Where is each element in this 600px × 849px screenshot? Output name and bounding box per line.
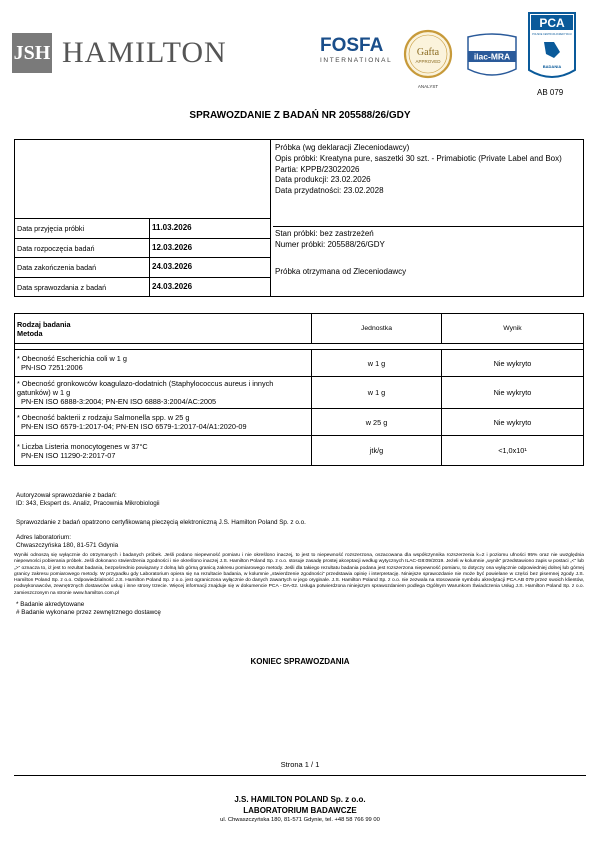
test-method: PN-EN ISO 6579-1:2017-04; PN-EN ISO 6579-1:2017-04/A1:2020-09 <box>21 422 247 431</box>
state-line: Próbka otrzymana od Zleceniodawcy <box>275 266 407 276</box>
gafta-sub: APPROVED <box>415 59 441 64</box>
state-line: Stan próbki: bez zastrzeżeń <box>275 229 374 238</box>
info-label: Data sprawozdania z badań <box>17 282 107 292</box>
info-row <box>15 218 271 238</box>
sample-line: Data przydatności: 23.02.2028 <box>275 186 384 196</box>
test-method: PN-EN ISO 6888-3:2004; PN-EN ISO 6888-3:2004/AC:2005 <box>21 397 217 406</box>
info-row <box>15 238 271 258</box>
state-line: Numer próbki: 205588/26/GDY <box>275 239 385 249</box>
test-unit: w 25 g <box>312 409 442 436</box>
test-cell <box>15 377 312 409</box>
results-header-row <box>15 314 584 344</box>
pca-name: PCA <box>539 16 565 30</box>
info-value: 24.03.2026 <box>152 262 193 271</box>
footer-company: J.S. HAMILTON POLAND Sp. z o.o. <box>234 795 366 804</box>
ilac-text: ilac-MRA <box>473 51 511 62</box>
test-name: * Liczba Listeria monocytogenes w 37°C <box>17 441 148 451</box>
authorized-line: Autoryzował sprawozdanie z badań: <box>16 492 117 499</box>
report-title: SPRAWOZDANIE Z BADAŃ NR 205588/26/GDY <box>189 110 411 121</box>
table-row <box>15 409 584 436</box>
pca-code: AB 079 <box>537 88 564 97</box>
results-table <box>14 313 584 466</box>
fosfa-sub: INTERNATIONAL <box>320 57 393 64</box>
test-cell <box>15 436 312 466</box>
info-value: 24.03.2026 <box>152 281 193 291</box>
pca-sub: POLSKIE CENTRUM AKREDYTACJI <box>532 33 572 36</box>
info-value: 12.03.2026 <box>152 242 193 252</box>
gafta-name: Gafta <box>416 47 440 58</box>
end-of-report: KONIEC SPRAWOZDANIA <box>250 657 350 666</box>
test-cell <box>15 409 312 436</box>
sample-line: Partia: KPPB/23022026 <box>275 164 360 174</box>
lab-address <box>16 534 118 550</box>
sample-line: Próbka (wg deklaracji Zleceniodawcy) <box>275 143 410 152</box>
lab-address-line: Chwaszczyńska 180, 81-571 Gdynia <box>16 542 119 549</box>
table-row <box>15 350 584 377</box>
info-row <box>15 257 271 277</box>
sample-state <box>273 227 583 296</box>
ilac-mra-logo <box>462 33 522 79</box>
header-unit: Jednostka <box>312 314 442 344</box>
test-cell <box>15 350 312 377</box>
fosfa-name: FOSFA <box>320 35 384 56</box>
test-method: PN-EN ISO 11290-2:2017-07 <box>21 450 116 460</box>
test-name: * Obecność gronkowców koagulazo-dodatnich (Staphylococcus aureus i innych gatunków) w 1 g <box>17 379 274 397</box>
test-result: Nie wykryto <box>442 409 584 436</box>
header-kind <box>15 314 312 344</box>
header-method-label: Metoda <box>17 328 43 338</box>
test-name: * Obecność bakterii z rodzaju Salmonella spp. w 25 g <box>17 413 190 422</box>
footer-divider <box>14 775 586 776</box>
pca-accreditation-logo <box>528 12 576 84</box>
fine-print: Wyniki odnoszą się wyłącznie do otrzymanych i badanych próbek. Jeśli podano niepewność pomiaru i nie określono inaczej, to jest to niepewność rozszerzona, oszacowana dla współczynnika rozszerzenia k=2 i poziomu ufności 95% oraz nie uwzględnia niepewności pobierania próbek. Jeśli dokonano stwierdzenia zgodności i nie określono inaczej J.S. Hamilton Poland Sp. z o.o. stosuje zasadę prostej akceptacji według wytycznych ILAC-G8:09/2019. Jeżeli w kolumnie „wynik” przedstawiono zapis w postaci „<” lub „>” oznacza to, iż jest to rezultat badania, bezpośrednio powiązany z dolną lub górną granicą zakresu pomiarowego metody. Jeśli dla takiego rezultatu badania podana jest rozszerzona niepewność pomiaru, to dotyczy ona wyłącznie odpowiedniej dolnej lub górnej granicy zakresu pomiarowego metody. W przypadku gdy Laboratorium opiera się na rezultacie badania, w kolumnie „stwierdzenie zgodności” przedstawia opinię i interpretację. Niniejsze sprawozdanie nie może być powielane w części bez pisemnej zgody J.S. Hamilton Poland Sp. z o.o. Odpowiedzialność J.S. Hamilton Poland Sp. z o.o. jest ograniczona wyłącznie do danych zawartych w jego oryginale. J.S. Hamilton Poland Sp. z o.o. nie zezwala na stosowanie symbolu akredytacji PCA AB 079 przez swoich klientów, podwykonawców, zewnętrznych dostawców usług i inne strony trzecie. Więcej informacji znajduje się w dokumencie PCA - DA-02. Usługa potwierdzona niniejszym sprawozdaniem podlega Ogólnym Warunkom Świadczenia Usług J.S. Hamilton Poland Sp. z o.o. zamieszczonym na stronie www.hamilton.com.pl <box>14 553 584 596</box>
gafta-foot: ANALYST <box>417 84 439 89</box>
pca-badania: BADANIA <box>542 64 562 69</box>
test-unit: jtk/g <box>312 436 442 466</box>
info-row <box>15 277 271 297</box>
footer-address: ul. Chwaszczyńska 180, 81-571 Gdynie, tel. +48 58 766 99 00 <box>220 817 380 823</box>
test-method: PN-ISO 7251:2006 <box>21 363 83 372</box>
authorized-block <box>16 492 160 508</box>
sample-description <box>273 140 583 227</box>
sample-line: Opis próbki: Kreatyna pure, saszetki 30 szt. - Primabiotic (Private Label and Box) <box>275 153 562 163</box>
footer-lab: LABORATORIUM BADAWCZE <box>243 806 357 815</box>
footnote-accredited: * Badanie akredytowane <box>16 601 85 608</box>
table-row <box>15 436 584 466</box>
footnote-external: # Badanie wykonane przez zewnętrznego dostawcę <box>16 609 161 616</box>
info-dates <box>15 140 271 296</box>
test-unit: w 1 g <box>312 350 442 377</box>
info-label: Data przyjęcia próbki <box>17 224 85 233</box>
authorized-line: ID: 343, Ekspert ds. Analiz, Pracownia Mikrobiologii <box>16 500 160 507</box>
page-number: Strona 1 / 1 <box>280 760 320 769</box>
table-row <box>15 377 584 409</box>
jsh-logo-mark: JSH <box>12 33 52 73</box>
header-result: Wynik <box>442 314 584 344</box>
info-value: 11.03.2026 <box>152 223 192 232</box>
test-result: Nie wykryto <box>442 350 584 377</box>
seal-note: Sprawozdanie z badań opatrzono certyfikowaną pieczęcią elektroniczną J.S. Hamilton Poland Sp. z o.o. <box>16 519 306 526</box>
fosfa-logo <box>320 36 398 72</box>
footnotes <box>16 601 161 617</box>
info-table <box>14 139 584 297</box>
header-kind-label: Rodzaj badania <box>17 319 71 329</box>
sample-line: Data produkcji: 23.02.2026 <box>275 175 371 185</box>
test-result: Nie wykryto <box>442 377 584 409</box>
test-unit: w 1 g <box>312 377 442 409</box>
info-label: Data zakończenia badań <box>17 263 97 272</box>
company-logo <box>12 33 227 73</box>
test-name: * Obecność Escherichia coli w 1 g <box>17 354 127 363</box>
gafta-approved-logo <box>403 26 453 96</box>
test-result: <1,0x10¹ <box>442 436 584 466</box>
company-name: HAMILTON <box>62 36 227 69</box>
info-label: Data rozpoczęcia badań <box>17 243 95 253</box>
lab-address-line: Adres laboratorium: <box>16 534 71 541</box>
